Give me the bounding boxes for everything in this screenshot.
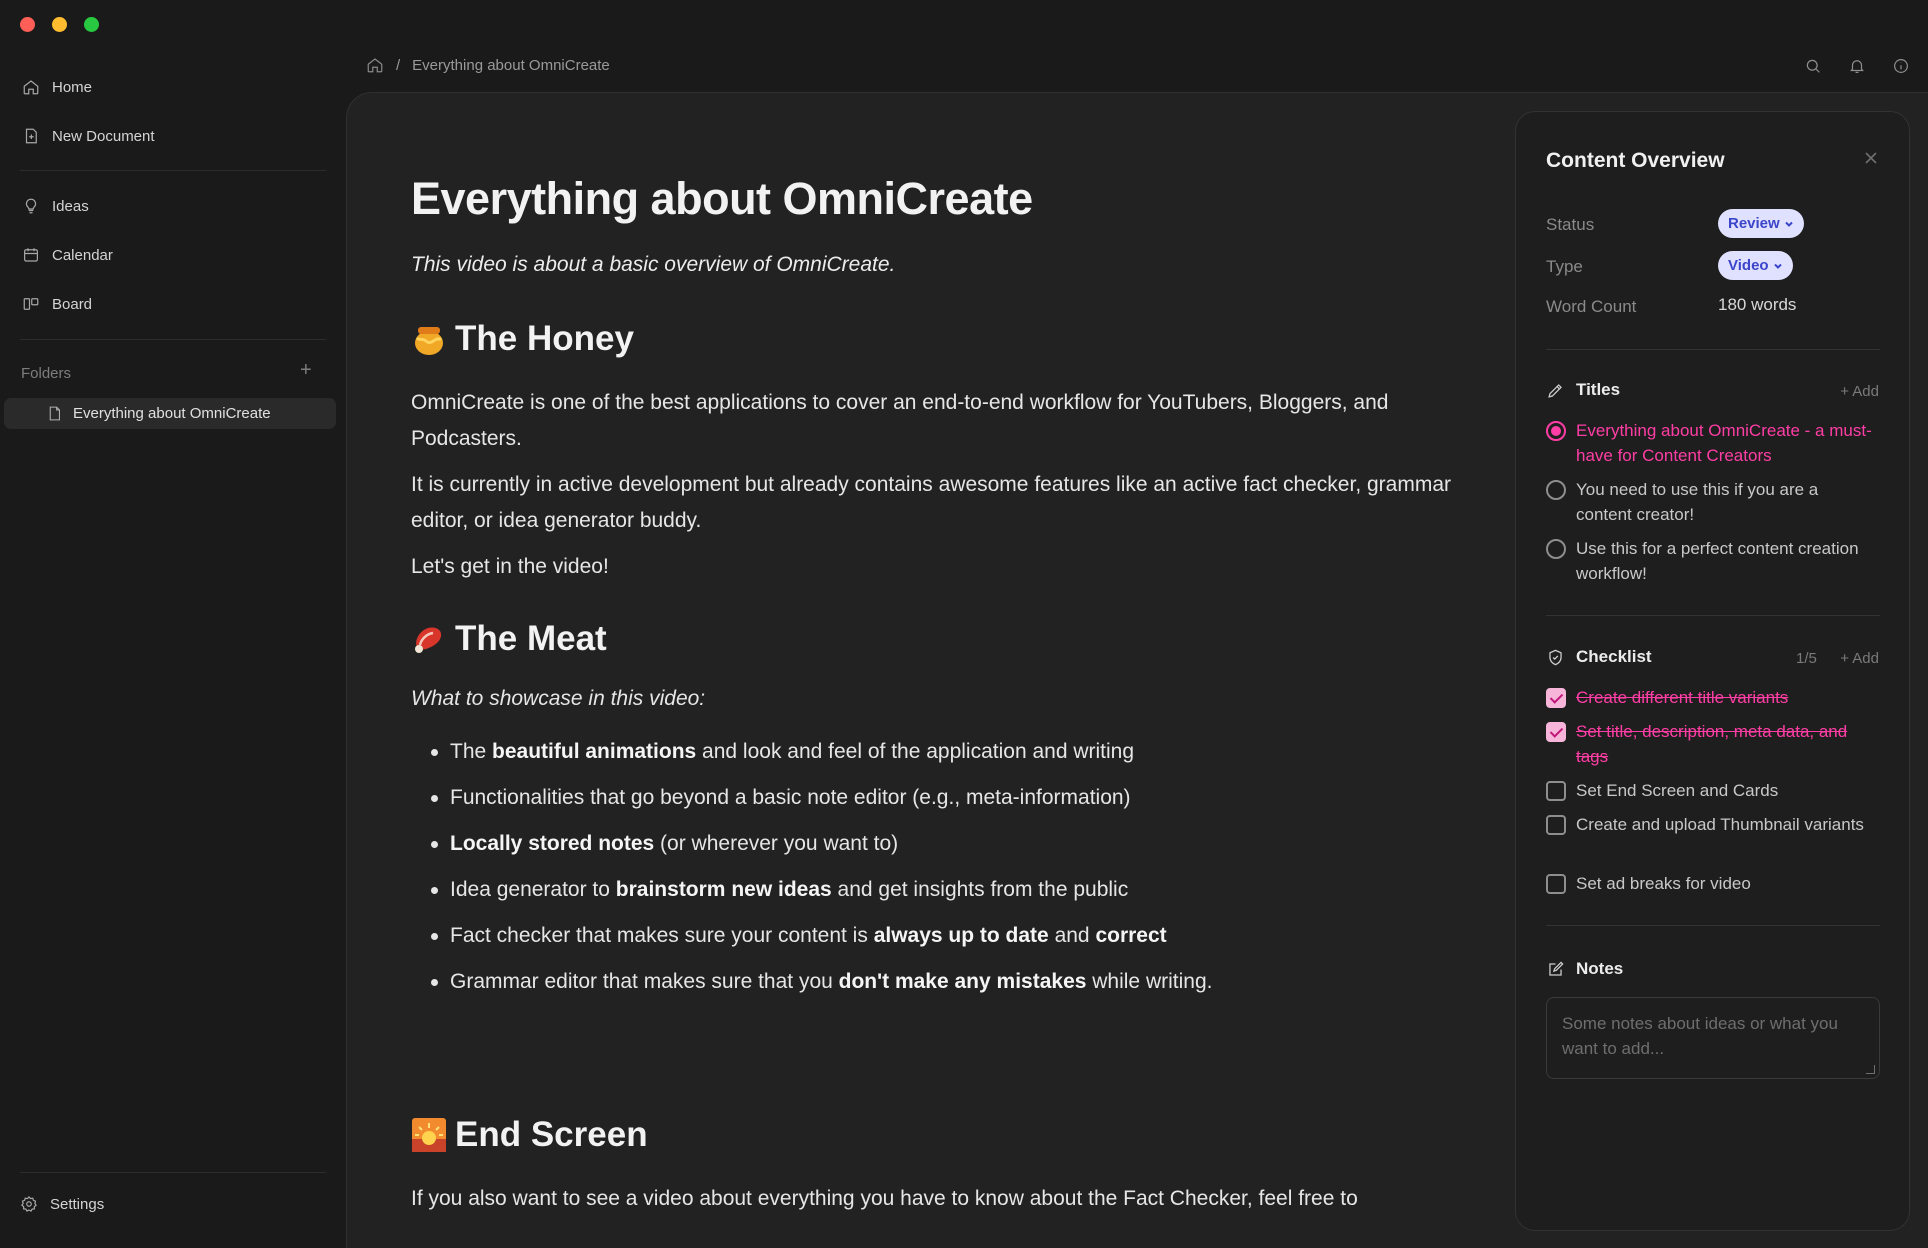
sidebar bbox=[0, 0, 345, 1248]
checklist-item-label: Set ad breaks for video bbox=[1576, 874, 1751, 893]
notes-placeholder: Some notes about ideas or what you want to add... bbox=[1562, 1014, 1838, 1058]
sidebar-item-label: Board bbox=[52, 295, 93, 313]
chevron-down-icon bbox=[1773, 261, 1783, 271]
breadcrumb bbox=[366, 56, 610, 74]
add-folder-button[interactable]: + bbox=[300, 359, 312, 381]
paragraph[interactable]: It is currently in active development but already contains awesome features like an active fact checker, grammar editor, or idea generator buddy. bbox=[411, 473, 1451, 532]
sidebar-item-label: New Document bbox=[52, 127, 155, 145]
text: Grammar editor that makes sure that you bbox=[450, 970, 839, 993]
panel-title: Content Overview bbox=[1546, 149, 1725, 172]
section-title: Titles bbox=[1576, 380, 1621, 399]
notes-heading bbox=[1546, 959, 1623, 979]
section-title: Notes bbox=[1576, 959, 1624, 978]
home-icon[interactable] bbox=[366, 56, 384, 74]
heading-text: The Meat bbox=[455, 619, 607, 658]
sidebar-item-label: Home bbox=[52, 78, 93, 96]
sidebar-item-home[interactable] bbox=[20, 70, 330, 104]
paragraph[interactable]: What to showcase in this video: bbox=[411, 687, 706, 710]
folder-item-label: Everything about OmniCreate bbox=[73, 405, 271, 422]
edit-note-icon bbox=[1546, 960, 1565, 979]
radio-selected[interactable] bbox=[1546, 421, 1566, 441]
sidebar-item-label: Ideas bbox=[52, 197, 89, 215]
toolbar-icons bbox=[1804, 57, 1910, 75]
radio[interactable] bbox=[1546, 480, 1566, 500]
checklist-item-label: Set End Screen and Cards bbox=[1576, 781, 1779, 800]
paragraph[interactable]: If you also want to see a video about everything you have to know about the Fact Checker, feel free to bbox=[411, 1187, 1358, 1210]
bold-text: correct bbox=[1095, 924, 1167, 947]
calendar-icon bbox=[22, 246, 40, 264]
checklist-heading bbox=[1546, 647, 1652, 667]
sidebar-item-calendar[interactable] bbox=[20, 238, 330, 272]
heading-text: The Honey bbox=[455, 319, 634, 358]
checkbox-checked[interactable] bbox=[1546, 688, 1566, 708]
titles-heading bbox=[1546, 380, 1620, 400]
status-value: Review bbox=[1728, 215, 1780, 232]
text: Idea generator to bbox=[450, 878, 616, 901]
radio[interactable] bbox=[1546, 539, 1566, 559]
bold-text: don't make any mistakes bbox=[838, 970, 1087, 993]
sidebar-divider bbox=[20, 339, 326, 340]
heading-text: End Screen bbox=[455, 1115, 648, 1154]
sidebar-item-ideas[interactable] bbox=[20, 189, 330, 223]
text: The bbox=[450, 740, 493, 763]
section-title: Checklist bbox=[1576, 647, 1652, 666]
checkbox[interactable] bbox=[1546, 874, 1566, 894]
text: and look and feel of the application and writing bbox=[696, 740, 1135, 763]
folder-item-document[interactable] bbox=[4, 398, 336, 429]
text: Fact checker that makes sure your content is bbox=[450, 924, 874, 947]
notes-textarea[interactable] bbox=[1546, 997, 1880, 1079]
lightbulb-icon bbox=[22, 197, 40, 215]
status-label: Status bbox=[1546, 215, 1595, 234]
bold-text: beautiful animations bbox=[492, 740, 697, 763]
bold-text: always up to date bbox=[873, 924, 1049, 947]
sidebar-divider bbox=[20, 170, 326, 171]
text: while writing. bbox=[1086, 970, 1213, 993]
home-icon bbox=[22, 78, 40, 96]
checkbox-checked[interactable] bbox=[1546, 722, 1566, 742]
checklist-item[interactable] bbox=[1546, 685, 1876, 710]
text: Functionalities that go beyond a basic note editor (e.g., meta-information) bbox=[450, 786, 1131, 809]
breadcrumb-current[interactable]: Everything about OmniCreate bbox=[412, 56, 610, 74]
panel-divider bbox=[1546, 349, 1880, 350]
paragraph[interactable]: Let's get in the video! bbox=[411, 555, 609, 578]
checkbox[interactable] bbox=[1546, 781, 1566, 801]
panel-divider bbox=[1546, 925, 1880, 926]
type-label: Type bbox=[1546, 257, 1583, 276]
resize-handle[interactable] bbox=[1866, 1065, 1875, 1074]
type-value: Video bbox=[1728, 257, 1769, 274]
sidebar-item-label: Calendar bbox=[52, 246, 113, 264]
paragraph[interactable]: OmniCreate is one of the best applications to cover an end-to-end workflow for YouTubers, Bloggers, and Podcasters. bbox=[411, 391, 1389, 450]
close-panel-button[interactable] bbox=[1863, 150, 1879, 166]
sunset-icon bbox=[411, 1117, 447, 1153]
title-option[interactable] bbox=[1546, 477, 1876, 527]
checklist-item-label: Set title, description, meta data, and tags bbox=[1576, 722, 1848, 766]
meat-icon bbox=[411, 621, 447, 657]
bold-text: brainstorm new ideas bbox=[615, 878, 832, 901]
type-dropdown[interactable] bbox=[1718, 251, 1793, 280]
search-icon[interactable] bbox=[1804, 57, 1822, 75]
title-option-label: Use this for a perfect content creation workflow! bbox=[1576, 539, 1859, 583]
shield-check-icon bbox=[1546, 648, 1565, 667]
checklist-item[interactable] bbox=[1546, 719, 1876, 769]
sidebar-item-new-document[interactable] bbox=[20, 119, 330, 153]
text: and bbox=[1048, 924, 1096, 947]
sidebar-divider bbox=[20, 1172, 326, 1173]
pencil-icon bbox=[1546, 381, 1565, 400]
chevron-down-icon bbox=[1784, 219, 1794, 229]
status-dropdown[interactable] bbox=[1718, 209, 1804, 238]
checklist-item-label: Create and upload Thumbnail variants bbox=[1576, 815, 1864, 834]
content-overview-panel bbox=[1515, 111, 1910, 1231]
document-icon bbox=[46, 405, 63, 422]
word-count-value: 180 words bbox=[1718, 295, 1797, 314]
close-icon bbox=[1863, 150, 1879, 166]
text: and get insights from the public bbox=[831, 878, 1129, 901]
gear-icon bbox=[20, 1195, 38, 1213]
board-icon bbox=[22, 295, 40, 313]
title-option-label: You need to use this if you are a content creator! bbox=[1576, 480, 1819, 524]
info-icon[interactable] bbox=[1892, 57, 1910, 75]
checklist-item[interactable] bbox=[1546, 778, 1876, 803]
checklist-item[interactable] bbox=[1546, 812, 1876, 837]
word-count-label: Word Count bbox=[1546, 297, 1637, 316]
title-option[interactable] bbox=[1546, 418, 1876, 468]
document-title[interactable]: Everything about OmniCreate bbox=[411, 173, 1033, 224]
text: (or wherever you want to) bbox=[654, 832, 899, 855]
settings-label: Settings bbox=[50, 1195, 105, 1213]
sidebar-item-settings[interactable] bbox=[20, 1195, 104, 1213]
checkbox[interactable] bbox=[1546, 815, 1566, 835]
folders-label: Folders bbox=[21, 365, 72, 382]
checklist-item[interactable] bbox=[1546, 871, 1876, 896]
sidebar-item-board[interactable] bbox=[20, 287, 330, 321]
checklist-count: 1/5 bbox=[1796, 650, 1817, 667]
title-option[interactable] bbox=[1546, 536, 1876, 586]
bold-text: Locally stored notes bbox=[450, 832, 655, 855]
add-checklist-item-button[interactable]: + Add bbox=[1840, 650, 1879, 667]
checklist-item-label: Create different title variants bbox=[1576, 688, 1789, 707]
panel-divider bbox=[1546, 615, 1880, 616]
add-title-button[interactable]: + Add bbox=[1840, 383, 1879, 400]
breadcrumb-separator: / bbox=[396, 56, 401, 74]
new-document-icon bbox=[22, 127, 40, 145]
title-option-label: Everything about OmniCreate - a must-have for Content Creators bbox=[1576, 421, 1872, 465]
honey-pot-icon bbox=[411, 321, 447, 357]
bell-icon[interactable] bbox=[1848, 57, 1866, 75]
document-subtitle[interactable]: This video is about a basic overview of OmniCreate. bbox=[411, 253, 896, 276]
